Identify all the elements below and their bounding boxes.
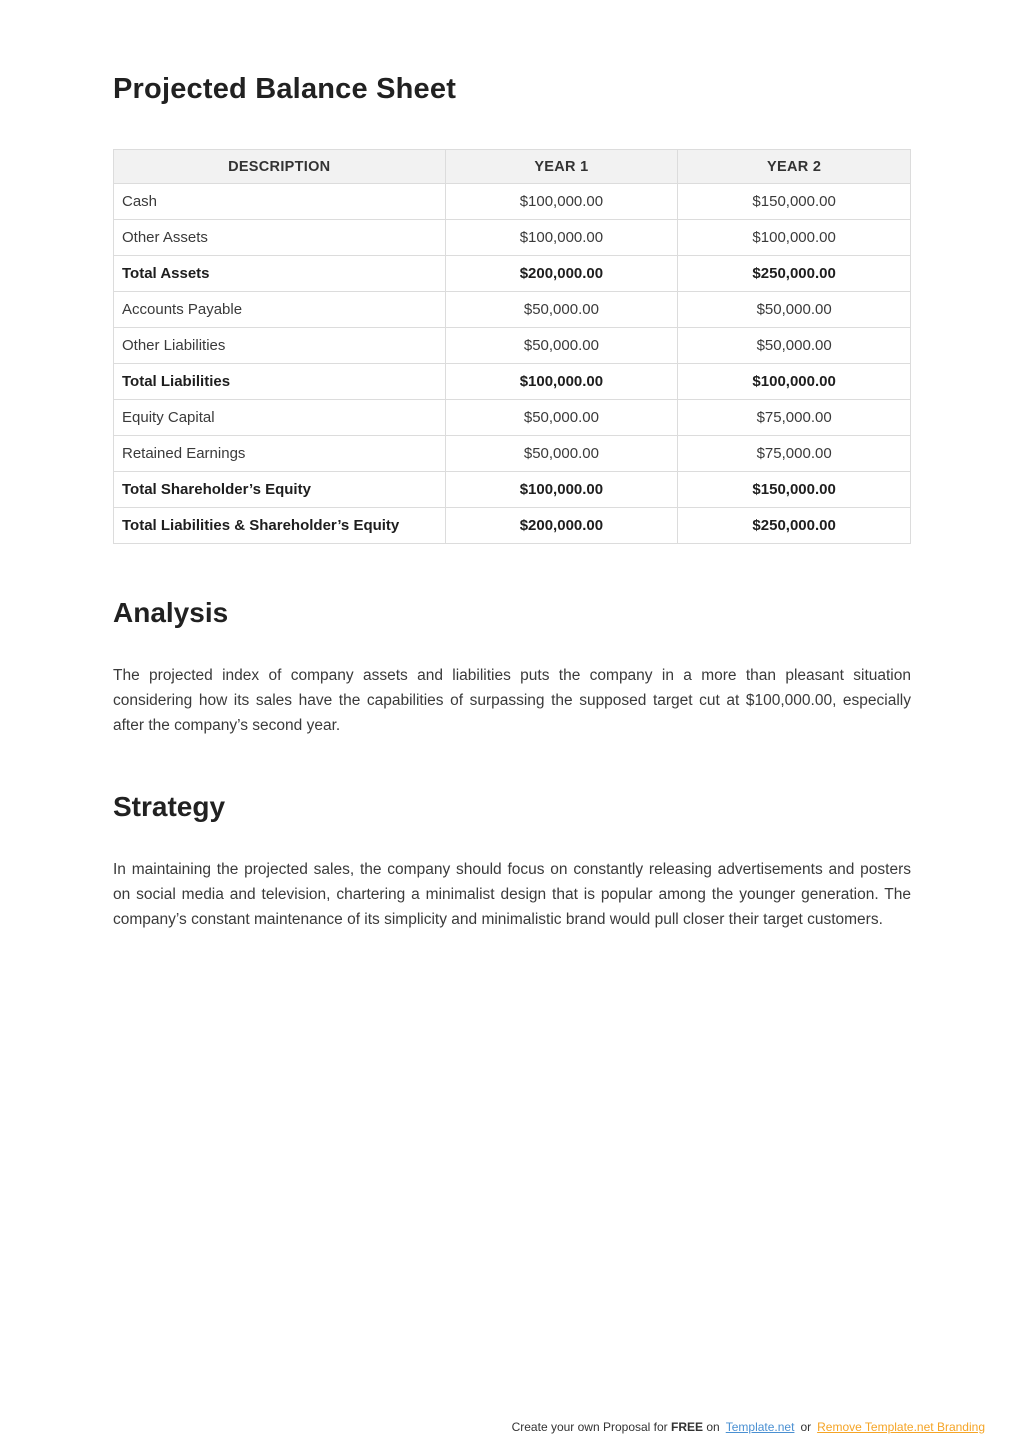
footer-text-after-free: on: [703, 1420, 720, 1434]
table-row: [114, 472, 911, 508]
row-year1-cell: $100,000.00: [445, 472, 678, 508]
column-header-description: DESCRIPTION: [114, 150, 446, 184]
row-description-cell: Other Liabilities: [114, 328, 446, 364]
row-year1-cell: $50,000.00: [445, 436, 678, 472]
row-description-cell: Total Liabilities & Shareholder’s Equity: [114, 508, 446, 544]
analysis-section: [113, 596, 911, 738]
column-header-year1: YEAR 1: [445, 150, 678, 184]
row-description-cell: Cash: [114, 184, 446, 220]
row-year2-cell: $250,000.00: [678, 508, 911, 544]
analysis-paragraph: The projected index of company assets and liabilities puts the company in a more than pleasant situation considering how its sales have the capabilities of surpassing the supposed target cut at $100,000.00, especially after the company’s second year.: [113, 667, 911, 734]
table-row: [114, 328, 911, 364]
table-header-row: [114, 150, 911, 184]
branding-footer: [512, 1420, 985, 1434]
footer-text-before-free: Create your own Proposal for: [511, 1420, 672, 1434]
table-row: [114, 292, 911, 328]
strategy-heading: Strategy: [113, 791, 226, 822]
row-year2-cell: $100,000.00: [678, 220, 911, 256]
row-year1-cell: $50,000.00: [445, 328, 678, 364]
table-row: [114, 220, 911, 256]
row-year1-cell: $100,000.00: [445, 184, 678, 220]
footer-or-text: or: [800, 1420, 812, 1434]
row-year2-cell: $150,000.00: [678, 184, 911, 220]
table-row: [114, 256, 911, 292]
footer-free-label: FREE: [671, 1420, 704, 1434]
row-description-cell: Total Liabilities: [114, 364, 446, 400]
balance-table-body: [114, 184, 911, 544]
table-row: [114, 436, 911, 472]
row-year2-cell: $50,000.00: [678, 292, 911, 328]
row-description-cell: Other Assets: [114, 220, 446, 256]
strategy-section: [113, 790, 911, 932]
remove-branding-link[interactable]: Remove Template.net Branding: [817, 1420, 985, 1434]
template-net-link[interactable]: Template.net: [725, 1420, 795, 1434]
row-year1-cell: $50,000.00: [445, 400, 678, 436]
row-year1-cell: $100,000.00: [445, 220, 678, 256]
row-year1-cell: $200,000.00: [445, 256, 678, 292]
column-header-year2: YEAR 2: [678, 150, 911, 184]
row-year2-cell: $150,000.00: [678, 472, 911, 508]
page-title: Projected Balance Sheet: [113, 73, 457, 105]
row-year1-cell: $100,000.00: [445, 364, 678, 400]
balance-sheet-table: [113, 149, 911, 544]
row-year1-cell: $200,000.00: [445, 508, 678, 544]
row-description-cell: Accounts Payable: [114, 292, 446, 328]
table-row: [114, 508, 911, 544]
table-row: [114, 364, 911, 400]
row-description-cell: Equity Capital: [114, 400, 446, 436]
analysis-heading: Analysis: [113, 597, 229, 628]
row-description-cell: Total Assets: [114, 256, 446, 292]
row-year2-cell: $75,000.00: [678, 400, 911, 436]
row-year2-cell: $100,000.00: [678, 364, 911, 400]
strategy-paragraph: In maintaining the projected sales, the company should focus on constantly releasing advertisements and posters on social media and television, chartering a minimalist design that is popular among the younger generation. The company’s constant maintenance of its simplicity and minimalistic brand would pull closer their target customers.: [113, 861, 911, 928]
row-year1-cell: $50,000.00: [445, 292, 678, 328]
row-description-cell: Total Shareholder’s Equity: [114, 472, 446, 508]
table-row: [114, 184, 911, 220]
row-year2-cell: $75,000.00: [678, 436, 911, 472]
table-row: [114, 400, 911, 436]
row-description-cell: Retained Earnings: [114, 436, 446, 472]
row-year2-cell: $50,000.00: [678, 328, 911, 364]
row-year2-cell: $250,000.00: [678, 256, 911, 292]
